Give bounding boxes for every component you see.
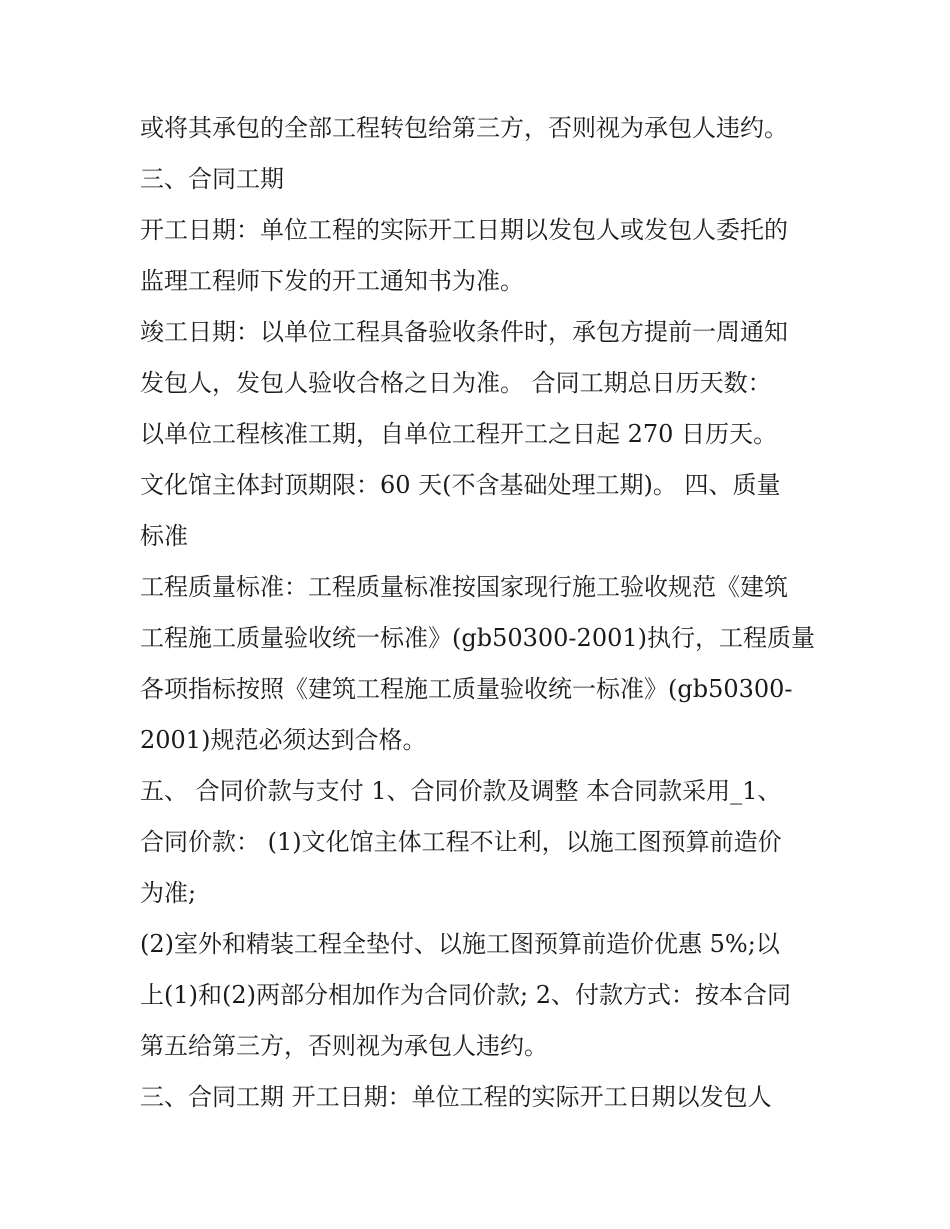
text-line: 上(1)和(2)两部分相加作为合同价款; 2、付款方式：按本合同 <box>140 981 791 1009</box>
text-line: 为准; <box>140 879 197 907</box>
text-line: 工程施工质量验收统一标准》(gb50300-2001)执行，工程质量 <box>140 624 815 652</box>
text-line: 开工日期：单位工程的实际开工日期以发包人或发包人委托的 <box>140 216 788 244</box>
text-line: 发包人，发包人验收合格之日为准。 合同工期总日历天数： <box>140 369 772 397</box>
text-line: 三、合同工期 开工日期：单位工程的实际开工日期以发包人 <box>140 1083 772 1111</box>
text-line: 第五给第三方，否则视为承包人违约。 <box>140 1032 548 1060</box>
text-line: 或将其承包的全部工程转包给第三方，否则视为承包人违约。 <box>140 114 788 142</box>
text-line: 监理工程师下发的开工通知书为准。 <box>140 267 524 295</box>
text-line: 合同价款： (1)文化馆主体工程不让利，以施工图预算前造价 <box>140 828 782 856</box>
text-line: 标准 <box>140 522 188 550</box>
text-line: 竣工日期：以单位工程具备验收条件时，承包方提前一周通知 <box>140 318 788 346</box>
text-line: 2001)规范必须达到合格。 <box>140 726 427 754</box>
text-line: (2)室外和精装工程全垫付、以施工图预算前造价优惠 5%;以 <box>140 930 780 958</box>
text-line: 工程质量标准：工程质量标准按国家现行施工验收规范《建筑 <box>140 573 788 601</box>
text-line: 五、 合同价款与支付 1、合同价款及调整 本合同款采用_1、 <box>140 777 782 805</box>
text-line: 以单位工程核准工期，自单位工程开工之日起 270 日历天。 <box>140 420 778 448</box>
text-line: 各项指标按照《建筑工程施工质量验收统一标准》(gb50300- <box>140 675 793 703</box>
section-heading: 三、合同工期 <box>140 165 284 193</box>
text-line: 文化馆主体封顶期限：60 天(不含基础处理工期)。 四、质量 <box>140 471 781 499</box>
